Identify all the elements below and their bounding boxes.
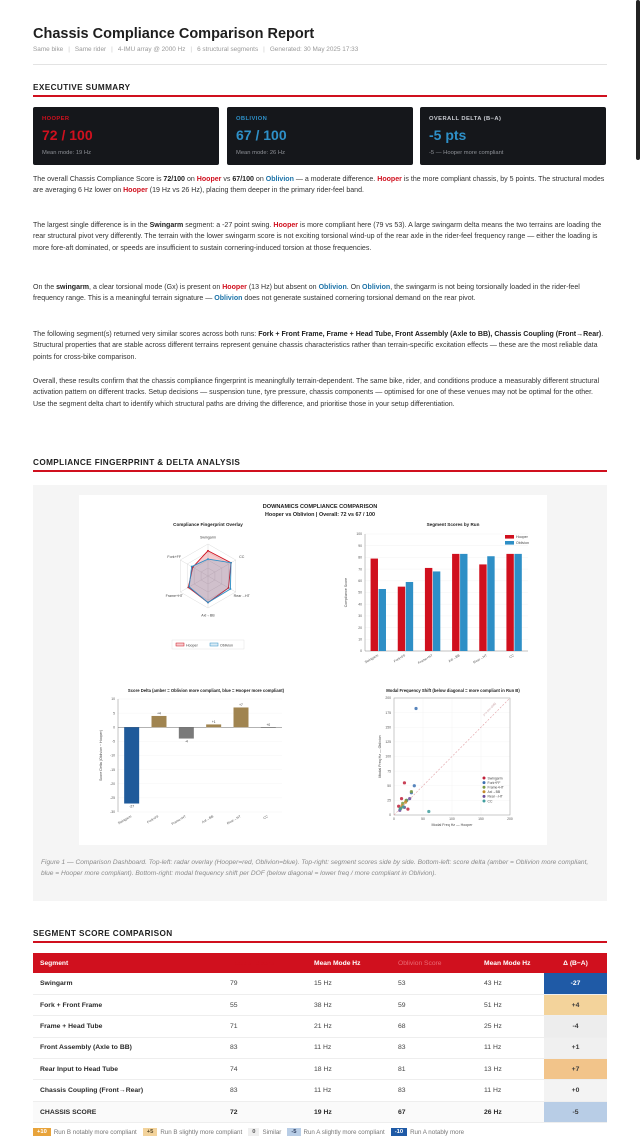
- legend-label: Axl→BB: [487, 790, 501, 795]
- scores-x-tick: CC: [508, 653, 515, 660]
- legend-text: Run A notably more: [410, 1128, 465, 1136]
- delta-legend: [33, 1128, 470, 1136]
- cell-oblivion-hz: 11 Hz: [477, 1080, 544, 1101]
- scatter-point: [403, 781, 406, 784]
- cell-hooper-hz: 21 Hz: [307, 1016, 391, 1037]
- legend-swatch: [505, 541, 514, 545]
- col-header-hooper-hz: Mean Mode Hz: [307, 953, 391, 973]
- card-subtext: Mean mode: 19 Hz: [42, 150, 91, 156]
- delta-bar-label: +7: [239, 702, 243, 707]
- scatter-x-tick: 150: [478, 817, 484, 821]
- cell-oblivion-score: 83: [391, 1037, 477, 1058]
- radar-series-oblivion: [189, 559, 231, 603]
- scores-y-tick: 60: [358, 579, 362, 583]
- scores-x-tick: Fork+FF: [393, 653, 407, 664]
- delta-x-tick: Frame+HT: [170, 814, 187, 827]
- delta-y-tick: -25: [110, 796, 115, 801]
- legend-swatch: [483, 795, 486, 798]
- scores-bar-oblivion: [460, 554, 467, 651]
- scores-y-label: Compliance Score: [344, 577, 348, 608]
- delta-bar-label: -4: [184, 739, 188, 744]
- emphasis: swingarm: [56, 284, 90, 291]
- delta-bar-label: +4: [157, 711, 161, 716]
- scatter-y-tick: 50: [387, 783, 391, 788]
- cell-delta: -27: [544, 973, 607, 994]
- cell-oblivion-hz: 51 Hz: [477, 994, 544, 1015]
- scatter-y-tick: 100: [385, 754, 391, 759]
- legend-swatch: [176, 643, 184, 646]
- run-name-oblivion: Oblivion: [362, 284, 391, 291]
- cell-oblivion-score: 53: [391, 973, 477, 994]
- cell-oblivion-score: 59: [391, 994, 477, 1015]
- table-header-row: [33, 953, 607, 973]
- scatter-point: [410, 790, 413, 793]
- scatter-y-tick: 25: [387, 798, 391, 803]
- legend-swatch: +10: [33, 1128, 51, 1136]
- legend-swatch: [483, 786, 486, 789]
- run-name-hooper: Hooper: [196, 176, 222, 183]
- delta-y-tick: -15: [110, 767, 115, 772]
- meta-separator: |: [190, 46, 193, 53]
- cell-segment: Swingarm: [33, 973, 223, 994]
- delta-y-tick: 5: [113, 711, 115, 716]
- legend-swatch: [483, 781, 486, 784]
- delta-bar: [179, 727, 194, 738]
- card-value: 67 / 100: [236, 127, 287, 143]
- cell-delta: -4: [544, 1016, 607, 1037]
- meta-item: Same rider: [74, 46, 107, 53]
- cell-hooper-hz: 11 Hz: [307, 1037, 391, 1058]
- delta-bar: [234, 707, 249, 727]
- scores-legend: [505, 535, 529, 545]
- radar-point: [230, 588, 232, 590]
- legend-swatch: [483, 790, 486, 793]
- scores-bar-oblivion: [487, 556, 494, 651]
- scatter-point: [399, 807, 402, 810]
- legend-text: Run A slightly more compliant: [303, 1128, 385, 1136]
- card-value: 72 / 100: [42, 127, 93, 143]
- scores-y-tick: 50: [358, 590, 362, 595]
- delta-y-label: Score Delta (Oblivion − Hooper): [99, 729, 103, 782]
- scatter-point: [427, 810, 430, 813]
- radar-point: [188, 586, 190, 588]
- scores-bar-oblivion: [406, 582, 413, 651]
- radar-axis-label: Fork+FF: [167, 555, 182, 559]
- meta-separator: |: [263, 46, 265, 53]
- scatter-y-label: Modal Freq Hz — Oblivion: [378, 735, 382, 778]
- delta-x-tick: Axl→BB: [201, 814, 215, 825]
- table-body: [33, 973, 607, 1123]
- scatter-y-tick: 0: [389, 813, 391, 818]
- legend-label: Hooper: [516, 535, 528, 540]
- scatter-x-label: Modal Freq Hz — Hooper: [431, 823, 473, 827]
- delta-bar-label: +0: [266, 722, 271, 727]
- scatter-y-tick: 175: [385, 710, 391, 715]
- cell-delta: +7: [544, 1059, 607, 1080]
- delta-bar-label: -27: [129, 804, 134, 809]
- cell-hooper-score: 83: [223, 1080, 307, 1101]
- cell-delta: -5: [544, 1101, 607, 1122]
- cell-hooper-hz: 38 Hz: [307, 994, 391, 1015]
- legend-text: Similar: [262, 1128, 282, 1136]
- delta-y-tick: -5: [111, 739, 115, 744]
- delta-title: Score Delta (amber = Oblivion more compliant, blue = Hooper more compliant): [127, 688, 285, 693]
- run-name-oblivion: Oblivion: [318, 284, 347, 291]
- table-row: [33, 994, 607, 1015]
- scatter-y-tick: 125: [385, 740, 391, 745]
- scores-bar-oblivion: [379, 589, 386, 651]
- scatter-y-tick: 150: [385, 725, 391, 730]
- table-row: [33, 973, 607, 994]
- scores-x-tick: Axl→BB: [447, 653, 461, 664]
- radar-point: [191, 566, 193, 568]
- scores-bar-hooper: [479, 564, 486, 651]
- legend-text: Run B slightly more compliant: [160, 1128, 243, 1136]
- run-name-hooper: Hooper: [123, 187, 148, 195]
- cell-oblivion-hz: 43 Hz: [477, 973, 544, 994]
- cell-delta: +0: [544, 1080, 607, 1101]
- radar-axis-label: Axl→BB: [201, 613, 215, 618]
- summary-paragraph-5: Overall, these results confirm that the chassis compliance fingerprint is meaningfully terrain-dependent. The same bike, rider, and conditions produce a measurably different structural activation pattern on different tracks. Setup decisions — suspension tune, tyre pressure, chassis components — optimised for one of these venues may not be optimal for the other. Use the segment delta chart to identify which structural paths are driving the difference, and prioritise those in your setup differentiation.: [33, 378, 600, 408]
- scores-y-tick: 30: [358, 614, 362, 619]
- scatter-point: [406, 808, 409, 811]
- card-label: OVERALL DELTA (B−A): [429, 116, 502, 122]
- scores-y-tick: 90: [358, 543, 362, 548]
- scatter-diagonal-label: y=x (no shift): [481, 701, 497, 717]
- run-name-oblivion: Oblivion: [265, 176, 294, 183]
- scores-bar-oblivion: [514, 554, 521, 651]
- card-value: -5 pts: [429, 127, 467, 143]
- cell-hooper-score: 72: [223, 1101, 307, 1122]
- scores-bar-hooper: [425, 568, 432, 651]
- radar-legend: [172, 640, 244, 649]
- emphasis: 67/100: [232, 176, 254, 183]
- cell-hooper-hz: 19 Hz: [307, 1101, 391, 1122]
- delta-x-tick: CC: [262, 814, 269, 821]
- summary-paragraph-4: The following segment(s) returned very similar scores across both runs: Fork + Front Frame, Frame + Head Tube, Front Assembly (Axle to BB), Chassis Coupling (Front→Rear). Structural properties that are stable across different terrains represent genuine chassis characteristics rather than terrain-specific excitation effects — these are the most reliable data points for cross-bike comparison.: [33, 331, 604, 361]
- delta-bar: [124, 727, 139, 803]
- meta-separator: |: [68, 46, 70, 53]
- legend-swatch: +5: [143, 1128, 158, 1136]
- summary-paragraph-2: The largest single difference is in the Swingarm segment: a -27 point swing. Hooper is more compliant here (79 vs 53). A large swingarm delta means the two terrains are loading the rear structural pivot very differently. The terrain with the lower swingarm score is not exciting torsional wind-up of the rear axle in the rider-feel frequency range — either the loading is more fore-aft dominated, or speeds are insufficient to sustain cornering-induced torsion at those frequencies.: [33, 222, 602, 252]
- legend-swatch: -10: [391, 1128, 407, 1136]
- scores-y-tick: 20: [358, 625, 362, 630]
- col-header-oblivion-hz: Mean Mode Hz: [477, 953, 544, 973]
- delta-bar: [152, 716, 167, 727]
- cell-segment: Front Assembly (Axle to BB): [33, 1037, 223, 1058]
- scatter-point: [402, 805, 405, 808]
- legend-swatch: [505, 535, 514, 539]
- table-row: [33, 1080, 607, 1101]
- radar-axis-label: Swingarm: [200, 535, 216, 540]
- card-label: OBLIVION: [236, 116, 268, 122]
- legend-label: Frame+HT: [487, 785, 504, 790]
- segment-table: [33, 953, 607, 1123]
- cell-oblivion-hz: 26 Hz: [477, 1101, 544, 1122]
- report-title: Chassis Compliance Comparison Report: [33, 26, 315, 42]
- scatter-point: [404, 801, 407, 804]
- cell-oblivion-score: 68: [391, 1016, 477, 1037]
- legend-swatch: [210, 643, 218, 646]
- emphasis: 72/100: [163, 176, 185, 183]
- cell-oblivion-score: 67: [391, 1101, 477, 1122]
- delta-y-tick: 0: [113, 725, 115, 730]
- scatter-point: [414, 707, 417, 710]
- legend-label: Hooper: [186, 643, 198, 648]
- dashboard-subtitle: Hooper vs Oblivion | Overall: 72 vs 67 / 100: [265, 512, 375, 518]
- emphasis: Fork + Front Frame, Frame + Head Tube, Front Assembly (Axle to BB), Chassis Coupling (Front→Rear): [258, 331, 602, 338]
- delta-y-tick: -20: [110, 781, 115, 786]
- radar-point: [207, 602, 209, 604]
- delta-x-tick: Swingarm: [117, 814, 133, 826]
- scores-title: Segment Scores by Run: [426, 522, 480, 527]
- scores-bar-hooper: [452, 554, 459, 651]
- scatter-x-tick: 50: [421, 817, 425, 821]
- legend-swatch: [483, 800, 486, 803]
- legend-label: Oblivion: [516, 541, 529, 546]
- scores-x-tick: Frame+HT: [417, 653, 434, 666]
- scores-y-tick: 80: [358, 555, 362, 560]
- scores-y-tick: 100: [356, 532, 362, 537]
- col-header-delta: Δ (B−A): [544, 953, 607, 973]
- cell-delta: +4: [544, 994, 607, 1015]
- legend-swatch: -5: [287, 1128, 300, 1136]
- scores-bar-hooper: [506, 554, 513, 651]
- delta-bar-label: +1: [211, 719, 216, 724]
- scatter-title: Modal Frequency Shift (below diagonal = more compliant in Run B): [386, 688, 520, 693]
- radar-axis-label: Frame+HT: [165, 594, 183, 598]
- cell-hooper-hz: 11 Hz: [307, 1080, 391, 1101]
- meta-item: 6 structural segments: [197, 46, 259, 53]
- radar-point: [207, 558, 209, 560]
- card-label: HOOPER: [42, 116, 70, 122]
- delta-bar: [206, 724, 221, 727]
- delta-x-tick: Rear→HT: [226, 814, 242, 826]
- scatter-x-tick: 100: [449, 817, 455, 821]
- scatter-y-tick: 75: [387, 769, 391, 774]
- cell-segment: Rear Input to Head Tube: [33, 1059, 223, 1080]
- section-heading-executive-summary: EXECUTIVE SUMMARY: [33, 83, 131, 92]
- meta-item: Generated: 30 May 2025 17:33: [269, 46, 359, 53]
- cell-hooper-score: 71: [223, 1016, 307, 1037]
- cell-hooper-score: 79: [223, 973, 307, 994]
- scores-y-tick: 10: [358, 637, 362, 642]
- section-heading-segments: SEGMENT SCORE COMPARISON: [33, 929, 173, 938]
- emphasis: Swingarm: [149, 222, 184, 229]
- scatter-point: [413, 784, 416, 787]
- scatter-y-tick: 200: [385, 696, 391, 701]
- cell-delta: +1: [544, 1037, 607, 1058]
- summary-paragraph-1: The overall Chassis Compliance Score is 72/100 on Hooper vs 67/100 on Oblivion — a moderate difference. Hooper is the more compliant chassis, by 5 points. The structural modes are averaging 6 Hz lower on Hooper (19 Hz vs 26 Hz), placing them deeper in the primary rider-feel band.: [33, 176, 605, 195]
- delta-bar: [261, 727, 276, 728]
- table-total-row: [33, 1101, 607, 1122]
- scores-bar-hooper: [371, 559, 378, 651]
- delta-y-tick: 10: [111, 697, 115, 702]
- run-name-hooper: Hooper: [273, 222, 299, 229]
- cell-segment: CHASSIS SCORE: [33, 1101, 223, 1122]
- table-row: [33, 1016, 607, 1037]
- meta-separator: |: [111, 46, 113, 53]
- cell-oblivion-score: 83: [391, 1080, 477, 1101]
- delta-y-tick: -30: [110, 810, 115, 815]
- card-subtext: -5 — Hooper more compliant: [429, 150, 504, 156]
- scatter-point: [408, 797, 411, 800]
- cell-hooper-score: 55: [223, 994, 307, 1015]
- meta-item: 4-IMU array @ 2000 Hz: [117, 46, 186, 53]
- card-subtext: Mean mode: 26 Hz: [236, 150, 285, 156]
- meta-item: Same bike: [33, 46, 64, 53]
- scatter-x-tick: 0: [393, 817, 395, 821]
- legend-text: Run B notably more compliant: [53, 1128, 137, 1136]
- legend-swatch: 0: [248, 1128, 259, 1136]
- summary-paragraph-3: On the swingarm, a clear torsional mode (Gx) is present on Hooper (13 Hz) but absent on Oblivion. On Oblivion, the swingarm is not being torsionally loaded in the rider-feel frequency range. This is a meaningful terrain signature — Oblivion does not generate sustained cornering torsional demand on the rear pivot.: [33, 284, 580, 303]
- figure-caption: Figure 1 — Comparison Dashboard. Top-left: radar overlay (Hooper=red, Oblivion=blue). Top-right: segment scores side by side. Bottom-left: score delta (amber = Oblivion more compliant, blue = Hooper more compliant). Bottom-right: modal frequency shift per DOF (below diagonal = lower freq / more compliant in Oblivion).: [41, 859, 589, 878]
- cell-segment: Frame + Head Tube: [33, 1016, 223, 1037]
- radar-title: Compliance Fingerprint Overlay: [173, 522, 243, 527]
- radar-point: [207, 550, 209, 552]
- col-header-segment: Segment: [33, 953, 223, 973]
- dashboard-title: DOWNAMICS COMPLIANCE COMPARISON: [262, 504, 378, 510]
- legend-label: Rear→HT: [487, 794, 503, 799]
- cell-hooper-score: 83: [223, 1037, 307, 1058]
- cell-hooper-hz: 15 Hz: [307, 973, 391, 994]
- cell-segment: Fork + Front Frame: [33, 994, 223, 1015]
- radar-point: [230, 562, 232, 564]
- scatter-point: [400, 797, 403, 800]
- scores-bar-oblivion: [433, 571, 440, 651]
- cell-oblivion-hz: 25 Hz: [477, 1016, 544, 1037]
- col-header-oblivion-score: Oblivion Score: [391, 953, 477, 973]
- scores-x-tick: Swingarm: [364, 653, 380, 665]
- scatter-x-tick: 200: [507, 817, 513, 821]
- legend-label: Fork+FF: [487, 780, 501, 785]
- scores-bar-hooper: [398, 587, 405, 651]
- cell-segment: Chassis Coupling (Front→Rear): [33, 1080, 223, 1101]
- run-name-hooper: Hooper: [377, 176, 402, 183]
- table-row: [33, 1059, 607, 1080]
- cell-oblivion-score: 81: [391, 1059, 477, 1080]
- delta-x-tick: Fork+FF: [146, 814, 160, 825]
- cell-oblivion-hz: 13 Hz: [477, 1059, 544, 1080]
- run-name-hooper: Hooper: [222, 284, 247, 291]
- radar-axis-label: CC: [239, 555, 245, 559]
- table-row: [33, 1037, 607, 1058]
- delta-y-tick: -10: [110, 753, 115, 758]
- legend-label: Oblivion: [220, 643, 233, 648]
- cell-hooper-hz: 18 Hz: [307, 1059, 391, 1080]
- scatter-legend: [483, 776, 504, 803]
- scores-x-tick: Rear→HT: [472, 653, 488, 665]
- cell-hooper-score: 74: [223, 1059, 307, 1080]
- cell-oblivion-hz: 11 Hz: [477, 1037, 544, 1058]
- col-header-hooper-score: Hooper Score: [223, 953, 307, 973]
- run-name-oblivion: Oblivion: [214, 295, 243, 303]
- section-underline: [33, 941, 607, 943]
- legend-swatch: [483, 777, 486, 780]
- scores-y-tick: 0: [360, 649, 362, 654]
- scores-y-tick: 70: [358, 567, 362, 572]
- legend-label: CC: [487, 799, 493, 804]
- radar-axis-label: Rear→HT: [233, 594, 250, 598]
- legend-label: Swingarm: [487, 776, 503, 781]
- section-heading-fingerprint: COMPLIANCE FINGERPRINT & DELTA ANALYSIS: [33, 458, 241, 467]
- scores-y-tick: 40: [358, 602, 362, 607]
